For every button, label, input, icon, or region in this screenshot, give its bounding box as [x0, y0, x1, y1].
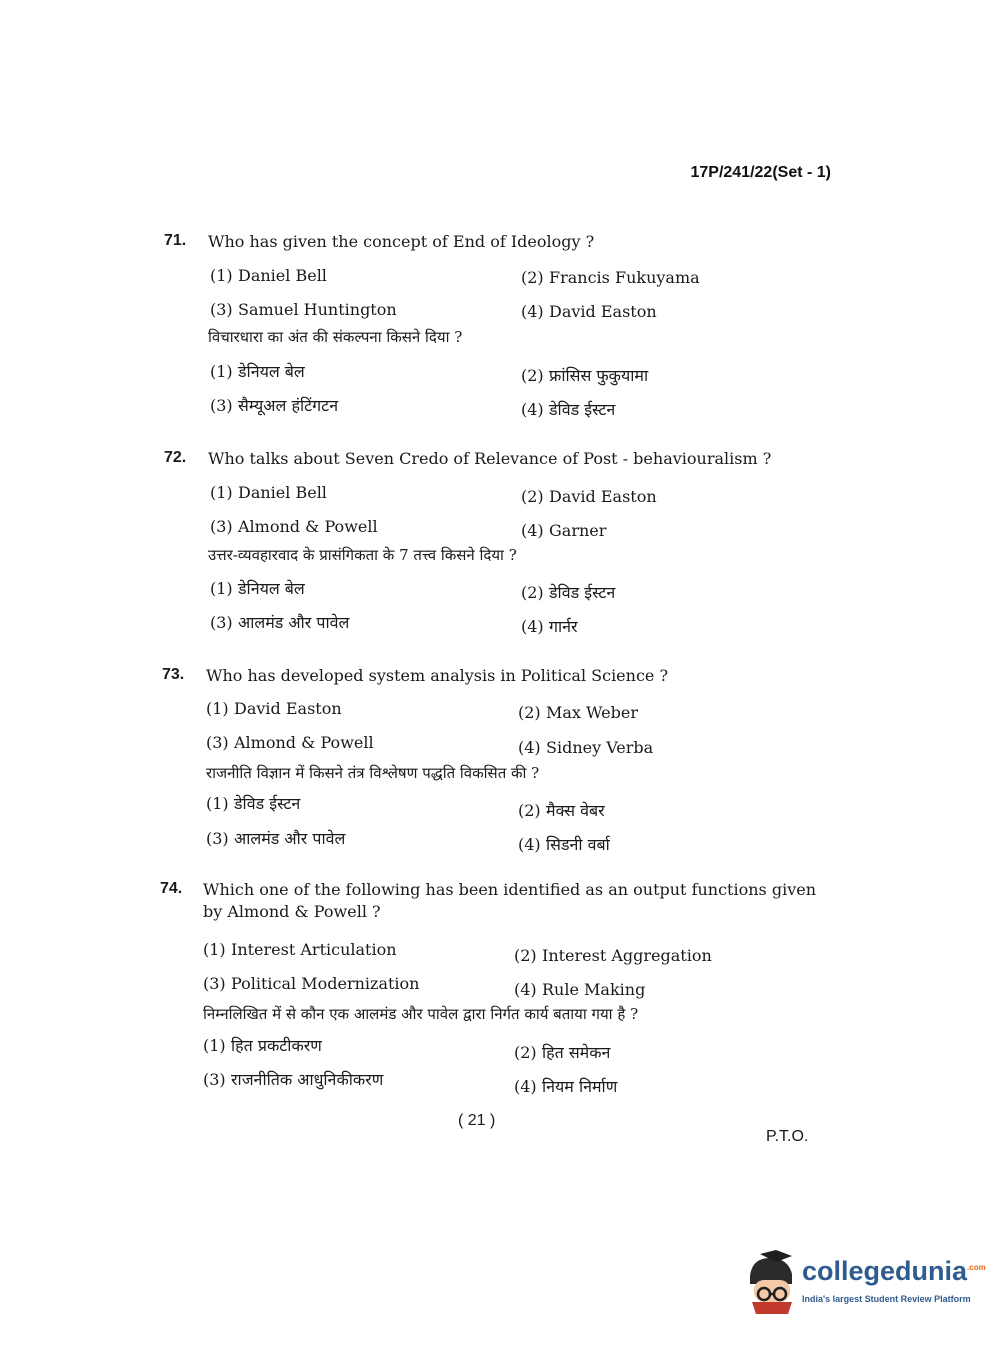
question-text: Which one of the following has been identified as an output functions given by Almond & Powell ? — [203, 880, 817, 921]
hindi-option-4: (4) नियम निर्माण — [514, 1077, 618, 1096]
collegedunia-logo — [742, 1250, 986, 1320]
option-3: (3) Almond & Powell — [206, 733, 374, 752]
question-number: 73. — [162, 666, 185, 683]
option-1: (1) David Easton — [206, 699, 342, 718]
option-3: (3) Political Modernization — [203, 974, 420, 993]
hindi-option-1: (1) डेनियल बेल — [210, 579, 305, 598]
question-number: 74. — [160, 880, 183, 897]
option-2: (2) Interest Aggregation — [514, 946, 712, 965]
question-text: Who talks about Seven Credo of Relevance of Post - behaviouralism ? — [208, 449, 772, 468]
option-4: (4) David Easton — [521, 302, 657, 321]
question-text-hindi: विचारधारा का अंत की संकल्पना किसने दिया ? — [208, 328, 463, 346]
logo-tagline: India's largest Student Review Platform — [802, 1294, 971, 1304]
hindi-option-3: (3) आलमंड और पावेल — [206, 829, 346, 848]
hindi-option-3: (3) आलमंड और पावेल — [210, 613, 350, 632]
option-4: (4) Garner — [521, 521, 607, 540]
hindi-option-2: (2) डेविड ईस्टन — [521, 583, 616, 602]
question-text: Who has developed system analysis in Political Science ? — [206, 666, 669, 685]
question-number: 71. — [164, 232, 187, 249]
logo-wordmark: collegedunia$^{.com}$ — [802, 1256, 986, 1286]
hindi-option-1: (1) हित प्रकटीकरण — [203, 1036, 322, 1055]
question-text-hindi: उत्तर-व्यवहारवाद के प्रासंगिकता के 7 तत्त्व किसने दिया ? — [208, 546, 517, 564]
question-text-hindi: निम्नलिखित में से कौन एक आलमंड और पावेल द्वारा निर्गत कार्य बताया गया है ? — [203, 1005, 639, 1023]
question-number: 72. — [164, 449, 187, 466]
page-number: ( 21 ) — [458, 1112, 496, 1129]
hindi-option-4: (4) डेविड ईस्टन — [521, 400, 616, 419]
option-3: (3) Almond & Powell — [210, 517, 378, 536]
option-1: (1) Interest Articulation — [203, 940, 397, 959]
hindi-option-1: (1) डेनियल बेल — [210, 362, 305, 381]
pto-label: P.T.O. — [766, 1128, 809, 1145]
hindi-option-2: (2) हित समेकन — [514, 1043, 611, 1062]
question-text-hindi: राजनीति विज्ञान में किसने तंत्र विश्लेषण पद्धति विकसित की ? — [206, 764, 540, 782]
hindi-option-3: (3) सैम्यूअल हंटिंगटन — [210, 396, 339, 415]
mascot-icon — [742, 1250, 800, 1316]
option-4: (4) Sidney Verba — [518, 738, 654, 757]
option-4: (4) Rule Making — [514, 980, 646, 999]
paper-code: 17P/241/22(Set - 1) — [690, 164, 831, 181]
option-2: (2) David Easton — [521, 487, 657, 506]
hindi-option-3: (3) राजनीतिक आधुनिकीकरण — [203, 1070, 384, 1089]
hindi-option-4: (4) सिडनी वर्बा — [518, 835, 610, 854]
hindi-option-2: (2) मैक्स वेबर — [518, 801, 605, 820]
option-3: (3) Samuel Huntington — [210, 300, 397, 319]
question-text: Who has given the concept of End of Ideology ? — [208, 232, 595, 251]
hindi-option-4: (4) गार्नर — [521, 617, 578, 636]
option-2: (2) Francis Fukuyama — [521, 268, 700, 287]
option-1: (1) Daniel Bell — [210, 483, 327, 502]
option-2: (2) Max Weber — [518, 703, 638, 722]
hindi-option-2: (2) फ्रांसिस फुकुयामा — [521, 366, 649, 385]
hindi-option-1: (1) डेविड ईस्टन — [206, 794, 301, 813]
option-1: (1) Daniel Bell — [210, 266, 327, 285]
